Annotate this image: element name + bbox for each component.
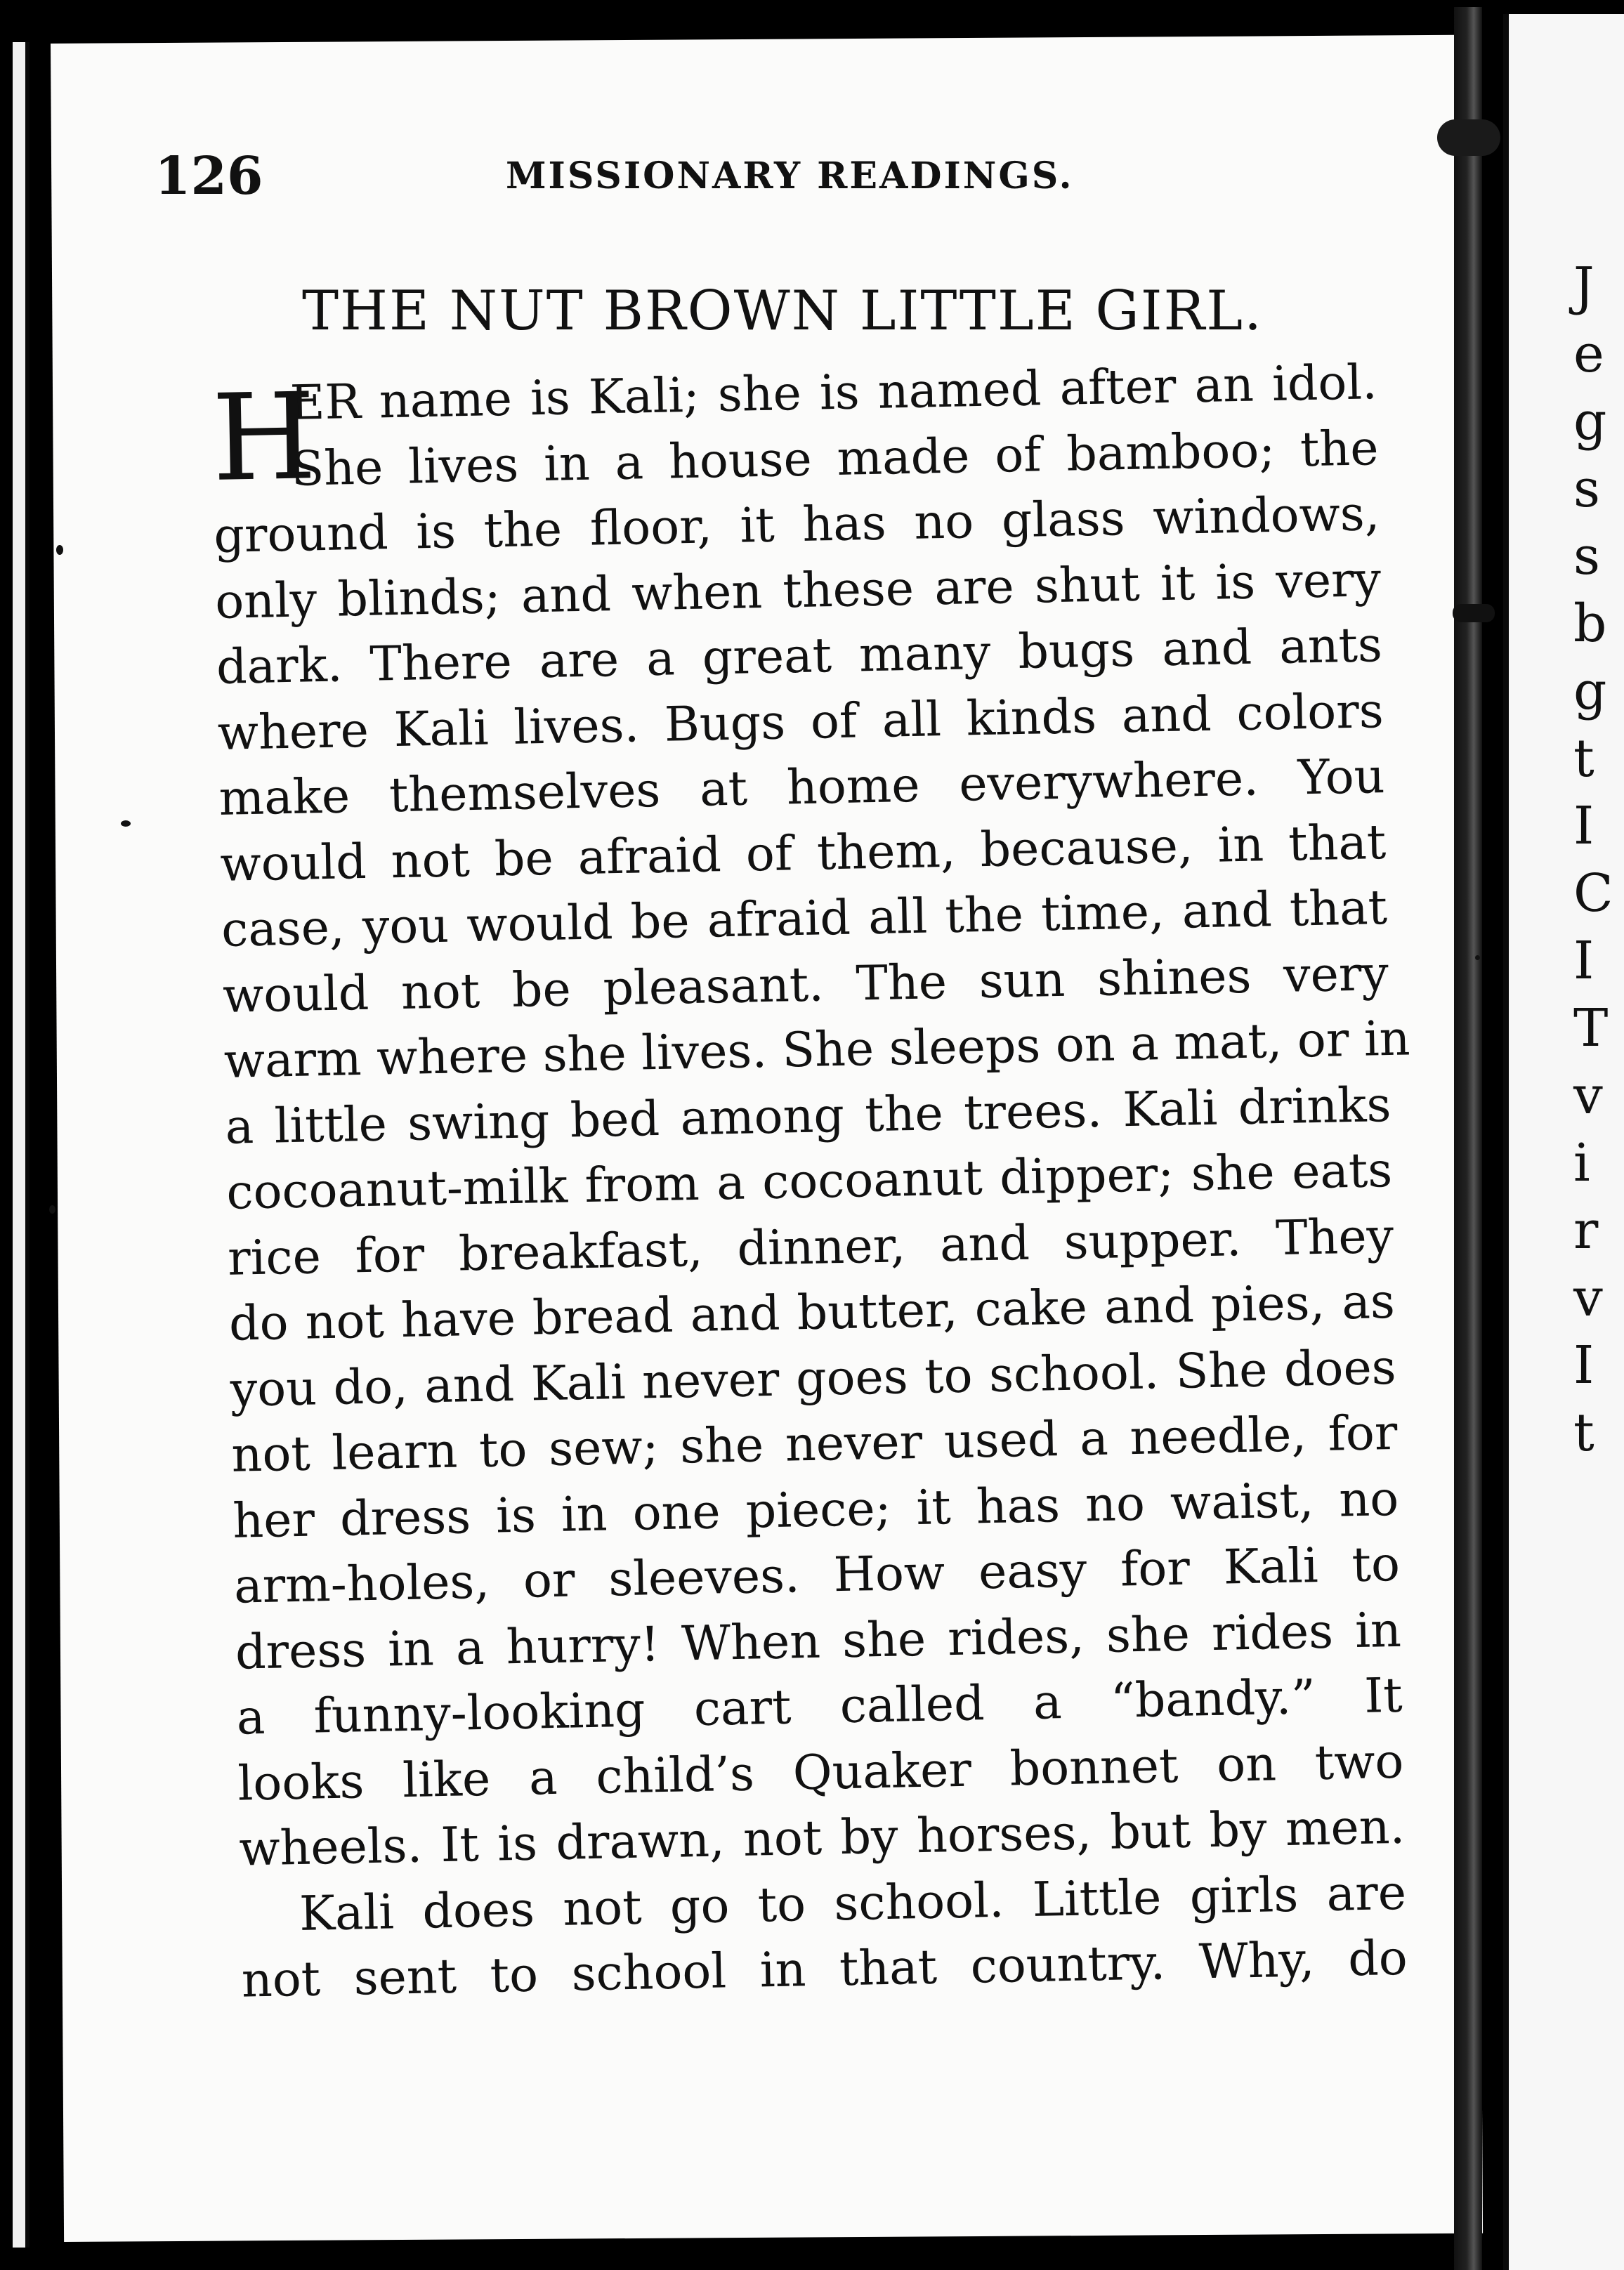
facing-page-letters: J e g s s b g t I C I T v i r v I t	[1573, 256, 1613, 1463]
body-line: She lives in a house made of bamboo; the	[290, 420, 1380, 497]
body-line: warm where she lives. She sleeps on a mat, or in	[223, 1011, 1411, 1089]
body-line: where Kali lives. Bugs of all kinds and colors	[217, 683, 1384, 761]
binding-pin	[1453, 604, 1495, 622]
body-line: wheels. It is drawn, not by horses, but by men.	[238, 1799, 1406, 1877]
body-line: you do, and Kali never goes to school. She does	[230, 1339, 1397, 1418]
body-line: cocoanut-milk from a cocoanut dipper; she eats	[225, 1142, 1393, 1221]
body-line: only blinds; and when these are shut it is very	[214, 551, 1382, 630]
body-line: dark. There are a great many bugs and ants	[216, 617, 1383, 695]
ink-speck	[121, 820, 131, 827]
body-line-text: ER name is Kali; she is named after an idol.	[289, 355, 1378, 431]
page-header	[155, 146, 1391, 216]
drop-cap: H	[210, 367, 317, 509]
body-line: make themselves at home everywhere. You	[218, 749, 1386, 827]
body-line: her dress is in one piece; it has no waist, no	[232, 1471, 1399, 1549]
body-line: do not have bread and butter, cake and pies, as	[228, 1273, 1396, 1352]
ink-speck	[1475, 955, 1480, 960]
body-line: dress in a hurry! When she rides, she rides in	[235, 1602, 1402, 1681]
body-line: not learn to sew; she never used a needle, for	[230, 1405, 1399, 1483]
body-line: not sent to school in that country. Why, do	[241, 1930, 1408, 2009]
body-line: case, you would be afraid all the time, and that	[221, 879, 1388, 958]
body-line: would not be afraid of them, because, in that	[219, 814, 1387, 893]
body-line: would not be pleasant. The sun shines very	[222, 945, 1389, 1024]
binding-clip	[1437, 119, 1500, 156]
article-title: THE NUT BROWN LITTLE GIRL.	[302, 280, 1263, 343]
body-line: ground is the floor, it has no glass windows,	[213, 486, 1380, 564]
body-line: a funny-looking cart called a “bandy.” It	[236, 1667, 1403, 1746]
body-line: rice for breakfast, dinner, and supper. They	[227, 1208, 1394, 1287]
body-line: a little swing bed among the trees. Kali drinks	[224, 1077, 1392, 1155]
body-line: arm-holes, or sleeves. How easy for Kali to	[233, 1536, 1401, 1615]
article-body	[210, 350, 1411, 2014]
body-line: looks like a child’s Quaker bonnet on two	[237, 1733, 1405, 1812]
running-head: MISSIONARY READINGS.	[506, 155, 1074, 197]
book-spine	[1454, 7, 1482, 2270]
ink-speck	[49, 1205, 55, 1214]
body-line: Kali does not go to school. Little girls are	[299, 1865, 1407, 1942]
page-number: 126	[155, 146, 263, 206]
ink-speck	[56, 545, 63, 555]
previous-page-edge	[13, 42, 30, 2248]
